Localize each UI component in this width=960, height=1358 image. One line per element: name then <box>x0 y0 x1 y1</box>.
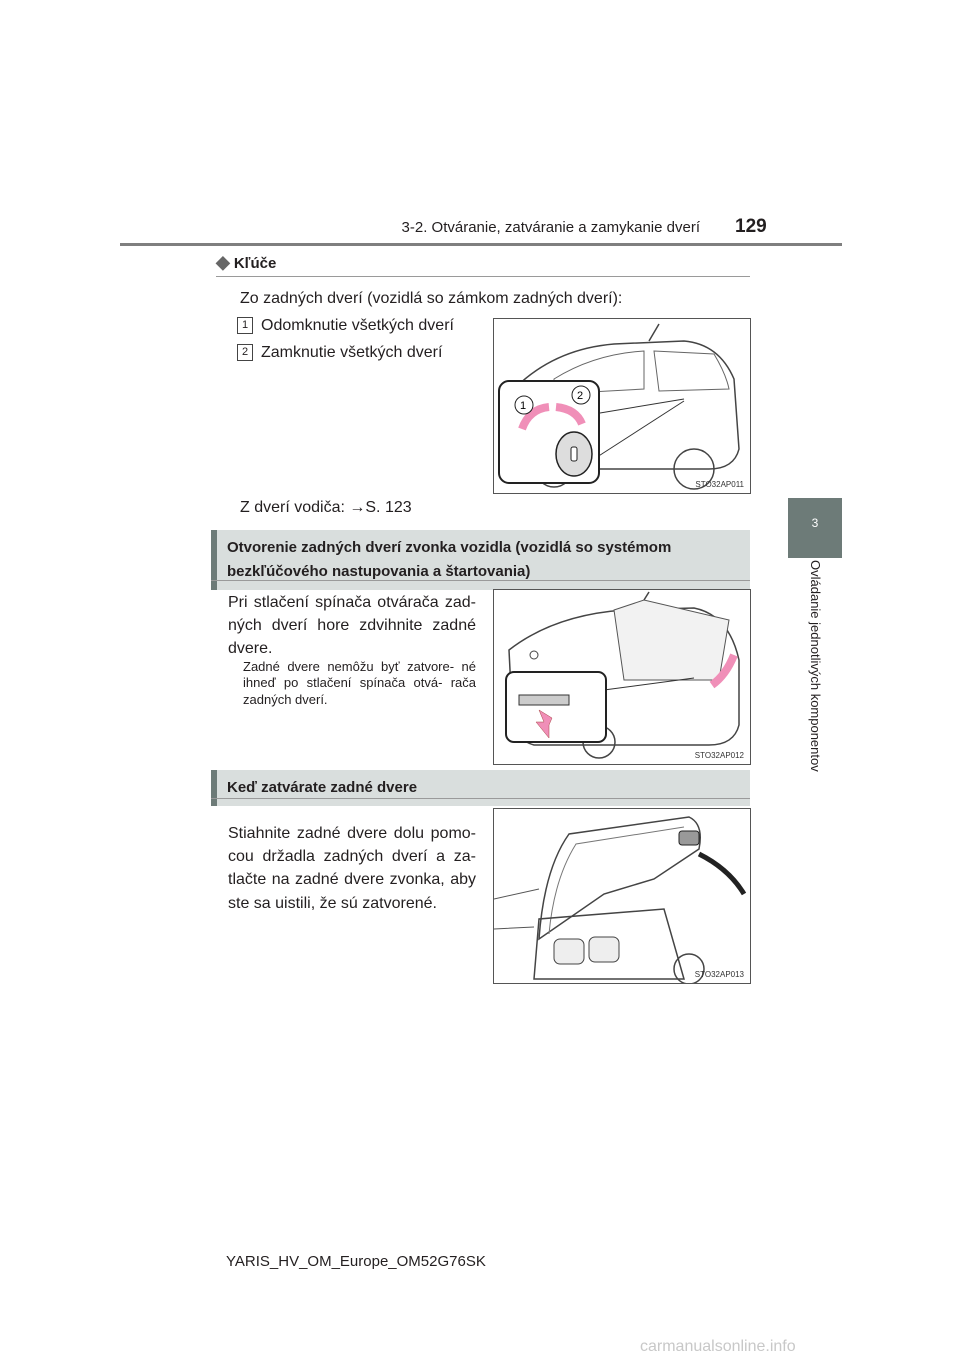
close-body: Stiahnite zadné dvere dolu pomo- cou držadla zadných dverí a za- tlačte na zadné dvere zvonka, aby ste sa uistili, že sú zatvorené. <box>228 825 476 912</box>
image-code: STO32AP012 <box>694 751 744 760</box>
list-item <box>237 315 454 337</box>
keys-title: Kľúče <box>233 255 277 272</box>
car-close-tailgate-drawing <box>494 809 750 983</box>
push-arrow-icon <box>699 854 744 894</box>
rear-key-illustration <box>493 318 751 494</box>
open-note: Zadné dvere nemôžu byť zatvore- né ihneď po stlačení spínača otvá- rača zadných dverí. <box>243 659 476 707</box>
step-number: 1 <box>237 317 253 334</box>
band-rule <box>211 580 750 581</box>
list-item-label: Odomknutie všetkých dverí <box>261 317 454 334</box>
list-item-label: Zamknutie všetkých dverí <box>261 344 443 361</box>
step-number: 2 <box>237 344 253 361</box>
svg-text:2: 2 <box>577 390 584 402</box>
open-section-heading: Otvorenie zadných dverí zvonka vozidla (vozidlá so systémom bezkľúčového nastupovania a štartovania) <box>211 530 750 590</box>
page-number: 129 <box>735 216 767 237</box>
chapter-tab: 3 <box>788 498 842 558</box>
list-item <box>237 342 442 364</box>
chapter-title-vertical <box>788 560 842 800</box>
close-section-heading: Keď zatvárate zadné dvere <box>211 770 750 806</box>
header-divider <box>120 243 842 246</box>
tailgate-switch-illustration <box>493 589 751 765</box>
car-rear-key-drawing <box>494 319 750 493</box>
image-code: STO32AP013 <box>694 970 744 979</box>
diamond-icon: ◆ <box>216 252 230 272</box>
document-code: YARIS_HV_OM_Europe_OM52G76SK <box>226 1253 486 1270</box>
keys-intro: Zo zadných dverí (vozidlá so zámkom zadných dverí): <box>240 290 623 307</box>
section-title: 3-2. Otváranie, zatváranie a zamykanie dverí <box>401 219 700 236</box>
close-tailgate-illustration <box>493 808 751 984</box>
driver-door-ref: Z dverí vodiča: →S. 123 <box>240 499 412 516</box>
watermark: carmanualsonline.info <box>640 1338 796 1355</box>
svg-text:1: 1 <box>520 400 527 412</box>
keys-heading <box>216 252 276 273</box>
image-code: STO32AP011 <box>695 480 744 489</box>
car-tailgate-switch-drawing <box>494 590 750 764</box>
band-rule <box>211 798 750 799</box>
open-body: Pri stlačení spínača otvárača zad- ných dverí hore zdvihnite zadné dvere. <box>228 594 476 658</box>
chapter-title: Ovládanie jednotlivých komponentov <box>808 560 823 772</box>
keys-rule <box>216 276 750 277</box>
